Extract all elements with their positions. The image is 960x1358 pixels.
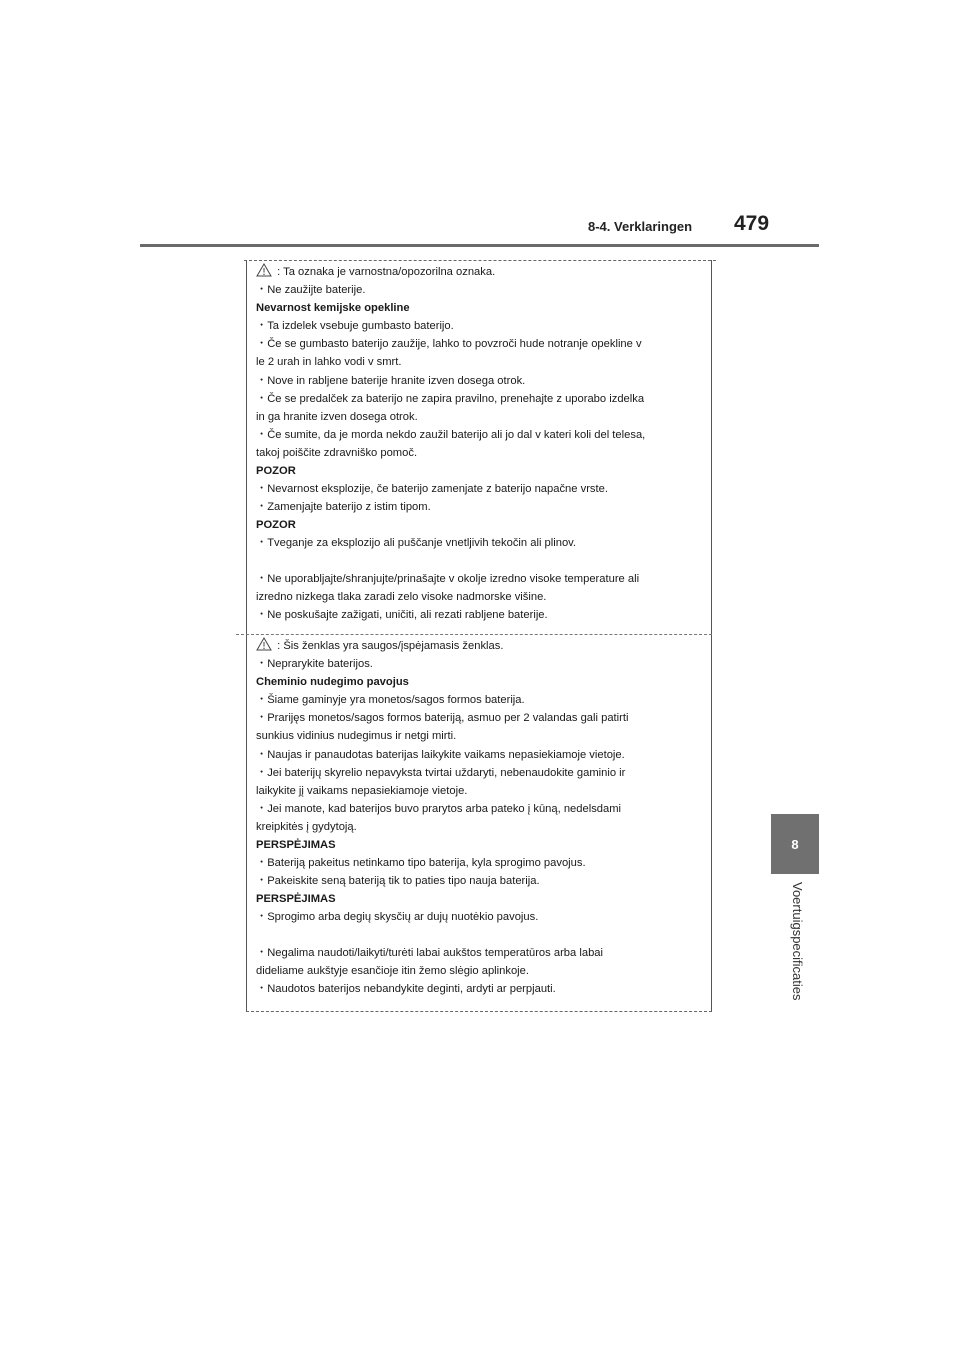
warning-text-line: le 2 urah in lahko vodi v smrt. [256, 356, 402, 369]
warning-text-line: ・Negalima naudoti/laikyti/turėti labai aukštos temperatūros arba labai [256, 946, 603, 959]
warning-text-line: ・Ne uporabljajte/shranjujte/prinašajte v okolje izredno visoke temperature ali [256, 572, 640, 585]
warning-text-line: ・Ta izdelek vsebuje gumbasto baterijo. [256, 320, 454, 333]
warning-section-lithuanian [256, 637, 696, 998]
warning-heading: POZOR [256, 519, 296, 532]
warning-text-line: dideliame aukštyje esančioje itin žemo slėgio aplinkoje. [256, 964, 530, 977]
page-number: 479 [734, 212, 770, 235]
warning-text-line: ・Jei manote, kad baterijos buvo prarytos arba pateko į kūną, nedelsdami [256, 802, 622, 815]
warning-text-line: laikykite jį vaikams nepasiekiamoje vietoje. [256, 784, 468, 797]
warning-text-line: ・Pakeiskite seną bateriją tik to paties tipo nauja baterija. [256, 875, 540, 888]
warning-icon-line [256, 637, 696, 655]
warning-lines [256, 655, 696, 998]
warning-text-line: ・Zamenjajte baterijo z istim tipom. [256, 501, 431, 514]
warning-icon-line [256, 263, 696, 281]
box-top-border [244, 260, 716, 261]
warning-text-line: ・Tveganje za eksplozijo ali puščanje vnetljivih tekočin ali plinov. [256, 537, 577, 550]
warning-text-line: takoj poiščite zdravniško pomoč. [256, 446, 418, 459]
warning-text-line: kreipkitės į gydytoją. [256, 820, 357, 833]
warning-text-line: ・Naudotos baterijos nebandykite deginti, ardyti ar perpjauti. [256, 982, 556, 995]
warning-heading: PERSPĖJIMAS [256, 839, 336, 852]
warning-text-line: ・Nevarnost eksplozije, če baterijo zamenjate z baterijo napačne vrste. [256, 483, 608, 496]
section-heading: 8-4. Verklaringen [588, 219, 693, 234]
warning-text-line: ・Ne zaužijte baterije. [256, 284, 366, 297]
box-section-divider [236, 634, 712, 635]
warning-text-line: ・Neprarykite baterijos. [256, 658, 373, 671]
warning-text-line: ・Naujas ir panaudotas baterijas laikykite vaikams nepasiekiamoje vietoje. [256, 748, 625, 761]
warning-text-line: ・Sprogimo arba degių skysčių ar dujų nuotėkio pavojus. [256, 911, 539, 924]
chapter-title: Voertuigspecificaties [790, 882, 805, 1001]
warning-heading: PERSPĖJIMAS [256, 893, 336, 906]
warning-section-slovenian [256, 263, 696, 624]
icon-explanation: : Ta oznaka je varnostna/opozorilna oznaka. [277, 266, 496, 278]
warning-text-line: ・Če se predalček za baterijo ne zapira pravilno, prenehajte z uporabo izdelka [256, 392, 645, 405]
warning-text-line: in ga hranite izven dosega otrok. [256, 410, 418, 423]
header-divider [140, 244, 819, 247]
warning-heading: Nevarnost kemijske opekline [256, 302, 410, 315]
warning-heading: Cheminio nudegimo pavojus [256, 676, 409, 689]
warning-text-line: ・Jei baterijų skyrelio nepavyksta tvirtai uždaryti, nebenaudokite gaminio ir [256, 766, 626, 779]
warning-text-line: izredno nizkega tlaka zaradi zelo visoke nadmorske višine. [256, 590, 547, 603]
warning-text-line: ・Če se gumbasto baterijo zaužije, lahko to povzroči hude notranje opekline v [256, 338, 642, 351]
warning-text-line: ・Prarijęs monetos/sagos formos bateriją, asmuo per 2 valandas gali patirti [256, 712, 629, 725]
blank-line [256, 553, 696, 570]
warning-text-line: sunkius vidinius nudegimus ir netgi mirti. [256, 730, 457, 743]
warning-text-line: ・Šiame gaminyje yra monetos/sagos formos baterija. [256, 694, 525, 707]
box-bottom-border [246, 1011, 712, 1012]
warning-heading: POZOR [256, 465, 296, 478]
warning-text-line: ・Bateriją pakeitus netinkamo tipo baterija, kyla sprogimo pavojus. [256, 857, 586, 870]
warning-text-line: ・Ne poskušajte zažigati, uničiti, ali rezati rabljene baterije. [256, 608, 548, 621]
warning-triangle-icon [256, 637, 272, 651]
icon-explanation: : Šis ženklas yra saugos/įspėjamasis ženklas. [277, 640, 504, 652]
warning-text-line: ・Nove in rabljene baterije hranite izven dosega otrok. [256, 374, 526, 387]
warning-lines [256, 281, 696, 624]
warning-text-line: ・Če sumite, da je morda nekdo zaužil baterijo ali jo dal v kateri koli del telesa, [256, 428, 646, 441]
chapter-tab: 8 [771, 814, 819, 874]
warning-triangle-icon [256, 263, 272, 277]
blank-line [256, 927, 696, 944]
